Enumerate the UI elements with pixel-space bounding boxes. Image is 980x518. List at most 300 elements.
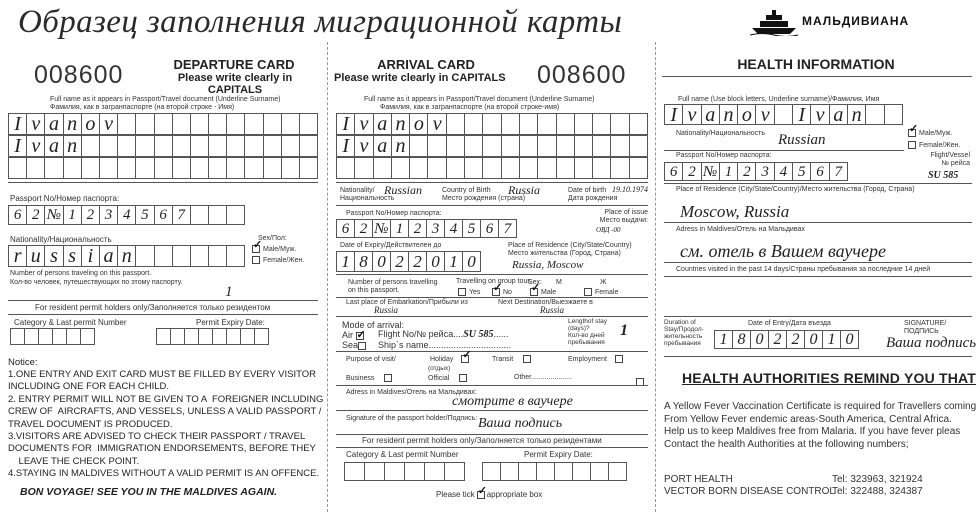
health-passport-label: Passport No/Номер паспорта: [676,152,772,159]
health-flight-value[interactable]: SU 585 [928,170,959,181]
char-box[interactable] [245,114,263,135]
arr-employment-option[interactable]: Employment [568,355,626,364]
char-box[interactable]: a [830,105,848,125]
char-box[interactable] [136,114,154,135]
ship-icon [750,8,798,36]
arr-ship-label: Ship`s name................................. [378,340,512,350]
char-box[interactable] [593,114,611,135]
char-box[interactable] [282,114,300,135]
char-box[interactable] [519,463,537,481]
char-box[interactable] [365,463,385,481]
char-box[interactable]: 2 [409,252,427,272]
char-box[interactable]: v [428,114,446,135]
char-box[interactable] [591,463,609,481]
dep-female-checkbox[interactable] [252,256,260,264]
char-box[interactable]: 7 [499,220,517,238]
char-box[interactable]: 0 [427,252,445,272]
char-box[interactable] [502,136,520,157]
char-box[interactable]: I [665,105,683,125]
arr-fullname-label-ru: Фамилия, как в загранпаспорте (на второй строке-имя) [380,104,560,111]
port-health-tel: Tel: 323963, 321924 [832,474,923,485]
char-box[interactable] [428,158,446,179]
char-box[interactable]: n [848,105,866,125]
char-box[interactable]: 4 [118,206,136,225]
char-box[interactable] [227,329,241,345]
char-box[interactable]: 1 [823,331,841,349]
char-box[interactable] [118,136,136,157]
char-box[interactable] [465,158,483,179]
char-box[interactable]: v [756,105,774,125]
arr-other-label: Other..................... [514,374,572,381]
dep-male-option[interactable]: ✓Male/Муж. [252,245,296,254]
arr-air-checkbox[interactable] [356,332,364,340]
arr-employment-checkbox[interactable] [615,355,623,363]
arr-extra-boxes[interactable] [336,157,648,179]
char-box[interactable] [282,158,300,179]
char-box[interactable] [445,463,465,481]
char-box[interactable]: n [118,246,136,267]
char-box[interactable]: № [45,206,63,225]
char-box[interactable] [611,114,629,135]
char-box[interactable] [264,136,282,157]
char-box[interactable]: № [702,163,720,181]
char-box[interactable] [575,158,593,179]
char-box[interactable] [630,114,648,135]
char-box[interactable]: v [811,105,829,125]
char-box[interactable]: 1 [64,206,82,225]
char-box[interactable]: 2 [738,163,756,181]
char-box[interactable] [593,136,611,157]
char-box[interactable] [39,329,53,345]
char-box[interactable] [171,329,185,345]
char-box[interactable] [483,114,501,135]
char-box[interactable]: 2 [391,252,409,272]
arr-holiday-checkbox[interactable] [461,355,469,363]
arr-male-checkbox[interactable] [530,288,538,296]
char-box[interactable]: i [82,246,100,267]
arr-transit-checkbox[interactable] [523,355,531,363]
health-residence-label: Place of Residence (City/State/Country)/Место жительства (Город, Страна) [676,186,915,193]
char-box[interactable] [410,136,428,157]
arr-purpose-label: Purpose of visit/ [346,356,396,363]
char-box[interactable]: 4 [445,220,463,238]
health-passport-boxes[interactable] [664,162,848,181]
char-box[interactable]: 0 [373,252,391,272]
char-box[interactable]: 6 [481,220,499,238]
arr-given-boxes[interactable] [336,135,648,157]
arr-residence-value[interactable]: Russia, Moscow [512,259,584,271]
char-box[interactable] [209,114,227,135]
char-box[interactable] [118,114,136,135]
arr-category-boxes[interactable] [344,462,465,481]
arr-expiry-boxes[interactable] [336,251,481,272]
char-box[interactable]: n [720,105,738,125]
char-box[interactable]: 0 [841,331,859,349]
arr-next-value[interactable]: Russia [540,305,565,315]
char-box[interactable]: 6 [9,206,27,225]
dep-female-option[interactable]: Female/Жен. [252,256,304,265]
arr-tick-note: Please tick✓ appropriate box [436,491,542,499]
char-box[interactable] [53,329,67,345]
arr-cob-value[interactable]: Russia [508,183,541,197]
char-box[interactable]: 8 [355,252,373,272]
dep-extra-boxes[interactable] [8,157,318,179]
char-box[interactable] [300,114,318,135]
char-box[interactable]: 6 [811,163,829,181]
char-box[interactable] [392,158,410,179]
tick-example-icon [477,491,485,499]
arr-group-no[interactable]: ✓ No [492,288,512,297]
char-box[interactable] [483,158,501,179]
char-box[interactable] [136,158,154,179]
char-box[interactable] [155,136,173,157]
char-box[interactable] [227,158,245,179]
arr-stay-value[interactable]: 1 [620,322,628,339]
char-box[interactable] [255,329,269,345]
char-box[interactable] [557,136,575,157]
char-box[interactable] [465,136,483,157]
char-box[interactable] [483,136,501,157]
health-female-checkbox[interactable] [908,141,916,149]
remind-title: HEALTH AUTHORITIES REMIND YOU THAT [682,370,977,386]
char-box[interactable] [155,246,173,267]
char-box[interactable] [573,463,591,481]
char-box[interactable]: 0 [463,252,481,272]
char-box[interactable]: 4 [775,163,793,181]
char-box[interactable]: u [27,246,45,267]
char-box[interactable] [501,463,519,481]
char-box[interactable] [425,463,445,481]
char-box[interactable] [209,246,227,267]
char-box[interactable]: 2 [787,331,805,349]
health-female-option[interactable]: Female/Жен. [908,141,960,150]
char-box[interactable]: 2 [683,163,701,181]
char-box[interactable]: 5 [793,163,811,181]
char-box[interactable] [136,246,154,267]
departure-title: DEPARTURE CARD [173,57,295,72]
dep-nationality-label: Nationality/Национальность [10,235,112,244]
char-box[interactable] [191,114,209,135]
char-box[interactable] [191,136,209,157]
dep-male-checkbox[interactable] [252,245,260,253]
char-box[interactable]: 1 [720,163,738,181]
dep-expiry-boxes[interactable] [156,328,269,345]
char-box[interactable] [374,158,392,179]
arrival-number: 008600 [537,61,627,89]
char-box[interactable] [11,329,25,345]
char-box[interactable] [300,158,318,179]
char-box[interactable]: o [82,114,100,135]
arr-embark-label: Last place of Embarkation/Прибыли из [346,299,468,306]
char-box[interactable] [213,329,227,345]
char-box[interactable] [264,114,282,135]
dep-nationality-boxes[interactable] [8,245,245,267]
char-box[interactable]: n [64,136,82,157]
arr-business-checkbox[interactable] [384,374,392,382]
char-box[interactable] [82,136,100,157]
char-box[interactable] [209,136,227,157]
char-box[interactable]: 2 [409,220,427,238]
char-box[interactable] [25,329,39,345]
char-box[interactable] [282,136,300,157]
char-box[interactable]: v [355,136,373,157]
char-box[interactable] [520,136,538,157]
char-box[interactable] [100,158,118,179]
char-box[interactable]: 1 [391,220,409,238]
char-box[interactable]: 6 [155,206,173,225]
char-box[interactable]: a [702,105,720,125]
char-box[interactable] [410,158,428,179]
char-box[interactable]: s [45,246,63,267]
arr-embark-value[interactable]: Russia [374,305,399,315]
arr-category-label: Category & Last permit Number [346,450,459,459]
char-box[interactable]: 1 [715,331,733,349]
char-box[interactable] [9,158,27,179]
char-box[interactable] [209,158,227,179]
char-box[interactable]: n [392,114,410,135]
char-box[interactable]: a [45,114,63,135]
char-box[interactable]: № [373,220,391,238]
char-box[interactable] [81,329,95,345]
char-box[interactable]: 3 [756,163,774,181]
health-residence-value[interactable]: Moscow, Russia [680,202,790,221]
char-box[interactable] [155,158,173,179]
char-box[interactable] [45,158,63,179]
arr-holiday-option[interactable]: Holiday ✓ [430,355,472,364]
char-box[interactable] [575,114,593,135]
char-box[interactable] [557,158,575,179]
char-box[interactable] [557,114,575,135]
char-box[interactable] [209,206,227,225]
char-box[interactable] [191,206,209,225]
char-box[interactable] [630,158,648,179]
health-name-boxes[interactable] [664,104,903,125]
char-box[interactable] [447,114,465,135]
arr-poi-value[interactable]: ОВД -00 [596,226,621,234]
char-box[interactable] [227,246,245,267]
char-box[interactable] [300,136,318,157]
arr-air-option[interactable]: Air ✓ [342,330,367,340]
arr-group-yes[interactable]: Yes [458,288,480,297]
char-box[interactable] [885,105,903,125]
char-box[interactable]: 8 [733,331,751,349]
char-box[interactable] [245,158,263,179]
char-box[interactable]: 7 [173,206,191,225]
char-box[interactable] [157,329,171,345]
health-entry-boxes[interactable] [714,330,859,349]
char-box[interactable] [118,158,136,179]
health-countries-label: Countries visited in the past 14 days/Страны пребывания за последние 14 дней [676,266,931,273]
char-box[interactable]: 5 [463,220,481,238]
char-box[interactable] [502,158,520,179]
arr-surname-boxes[interactable] [336,113,648,135]
char-box[interactable] [611,158,629,179]
arr-group-label: Travelling on group tour. [456,278,532,285]
arr-business-option[interactable]: Business [346,374,395,383]
char-box[interactable] [264,158,282,179]
dep-category-boxes[interactable] [10,328,95,345]
char-box[interactable] [191,246,209,267]
arr-no-checkbox[interactable] [492,288,500,296]
char-box[interactable] [775,105,793,125]
char-box[interactable]: 2 [27,206,45,225]
char-box[interactable] [866,105,884,125]
char-box[interactable] [191,158,209,179]
char-box[interactable]: 2 [82,206,100,225]
char-box[interactable]: a [100,246,118,267]
char-box[interactable]: v [100,114,118,135]
arr-sea-option[interactable]: Sea [342,340,369,350]
char-box[interactable]: v [27,114,45,135]
char-box[interactable]: v [355,114,373,135]
char-box[interactable] [337,158,355,179]
char-box[interactable]: a [374,114,392,135]
char-box[interactable] [611,136,629,157]
arr-mode-label: Mode of arrival: [342,320,405,330]
char-box[interactable] [185,329,199,345]
char-box[interactable] [520,158,538,179]
arr-dob-value[interactable]: 19.10.1974 [612,185,648,194]
char-box[interactable] [538,158,556,179]
char-box[interactable]: 1 [445,252,463,272]
char-box[interactable]: 1 [337,252,355,272]
dep-sex-label: Sex/Пол: [258,235,287,242]
arr-permit-expiry-boxes[interactable] [482,462,627,481]
arr-address-value[interactable]: смотрите в ваучере [452,394,573,409]
health-male-option[interactable]: ✓ Male/Муж. [908,129,952,138]
char-box[interactable] [502,114,520,135]
char-box[interactable] [227,136,245,157]
arr-signature-value[interactable]: Ваша подпись [478,416,563,431]
char-box[interactable]: s [64,246,82,267]
char-box[interactable]: I [337,114,355,135]
char-box[interactable]: v [27,136,45,157]
arr-transit-option[interactable]: Transit [492,355,534,364]
char-box[interactable] [155,114,173,135]
char-box[interactable] [173,136,191,157]
dep-surname-boxes[interactable] [8,113,318,135]
arr-female-option[interactable]: Female [584,288,618,297]
char-box[interactable]: I [9,114,27,135]
char-box[interactable]: o [410,114,428,135]
char-box[interactable]: I [9,136,27,157]
char-box[interactable] [173,246,191,267]
char-box[interactable]: 0 [751,331,769,349]
char-box[interactable]: 2 [355,220,373,238]
char-box[interactable] [447,158,465,179]
char-box[interactable]: n [392,136,410,157]
arr-official-option[interactable]: Official [428,374,470,383]
char-box[interactable]: a [374,136,392,157]
arr-passport-boxes[interactable] [336,219,517,238]
notice-title: Notice: [8,357,38,368]
arr-dob-label-ru: Дата рождения [568,195,618,202]
health-address-value[interactable]: см. отель в Вашем ваучере [680,241,886,261]
health-duration-label: Duration of Stay/Продол-жительность пребывания [664,319,704,347]
char-box[interactable] [227,206,245,225]
char-box[interactable] [64,158,82,179]
dep-persons-value[interactable]: 1 [225,284,233,300]
char-box[interactable]: 3 [427,220,445,238]
health-fullname-label: Full name (Use block letters, Underline surname)/Фамилия, Имя [678,96,880,103]
char-box[interactable] [483,463,501,481]
arr-expiry-label: Date of Expiry/Действителен до [340,242,442,249]
health-nationality-value[interactable]: Russian [778,132,826,148]
arr-male-option[interactable]: ✓Male [530,288,556,297]
dep-passport-boxes[interactable] [8,205,245,225]
dep-given-boxes[interactable] [8,135,318,157]
char-box[interactable] [609,463,627,481]
char-box[interactable]: o [738,105,756,125]
char-box[interactable]: I [793,105,811,125]
char-box[interactable] [345,463,365,481]
arr-official-checkbox[interactable] [459,374,467,382]
char-box[interactable] [447,136,465,157]
arr-female-checkbox[interactable] [584,288,592,296]
arr-yes-checkbox[interactable] [458,288,466,296]
char-box[interactable] [538,114,556,135]
arr-dob-label: Date of birth [568,187,607,194]
arr-nationality-value[interactable]: Russian [384,183,423,197]
char-box[interactable] [385,463,405,481]
char-box[interactable] [241,329,255,345]
char-box[interactable] [575,136,593,157]
char-box[interactable] [555,463,573,481]
char-box[interactable]: 6 [665,163,683,181]
char-box[interactable] [82,158,100,179]
char-box[interactable] [199,329,213,345]
arrival-title: ARRIVAL CARD [377,57,475,72]
char-box[interactable] [355,158,373,179]
char-box[interactable] [520,114,538,135]
char-box[interactable]: 6 [337,220,355,238]
arr-residence-label: Place of Residence (City/State/Country) Место жительства (Город, Страна) [508,242,632,257]
arr-flight-line[interactable]: Flight No/№ рейса....SU 585...... [378,329,509,340]
char-box[interactable] [27,158,45,179]
health-signature-value[interactable]: Ваша подпись [886,335,977,351]
char-box[interactable] [173,158,191,179]
char-box[interactable]: 0 [805,331,823,349]
char-box[interactable] [245,136,263,157]
char-box[interactable] [537,463,555,481]
char-box[interactable] [136,136,154,157]
arr-other-checkbox[interactable] [636,373,647,391]
char-box[interactable] [67,329,81,345]
char-box[interactable] [630,136,648,157]
char-box[interactable]: 5 [136,206,154,225]
char-box[interactable]: n [64,114,82,135]
char-box[interactable]: a [45,136,63,157]
health-male-checkbox[interactable] [908,129,916,137]
vector-control: VECTOR BORN DISEASE CONTROL [664,486,835,497]
char-box[interactable]: v [683,105,701,125]
char-box[interactable] [405,463,425,481]
char-box[interactable] [428,136,446,157]
char-box[interactable] [538,136,556,157]
char-box[interactable] [465,114,483,135]
char-box[interactable] [173,114,191,135]
char-box[interactable] [227,114,245,135]
char-box[interactable]: 3 [100,206,118,225]
health-entry-label: Date of Entry/Дата въезда [748,320,831,327]
char-box[interactable]: 2 [769,331,787,349]
arr-sea-checkbox[interactable] [358,342,366,350]
char-box[interactable]: r [9,246,27,267]
char-box[interactable]: 7 [830,163,848,181]
char-box[interactable] [593,158,611,179]
char-box[interactable]: I [337,136,355,157]
char-box[interactable] [100,136,118,157]
